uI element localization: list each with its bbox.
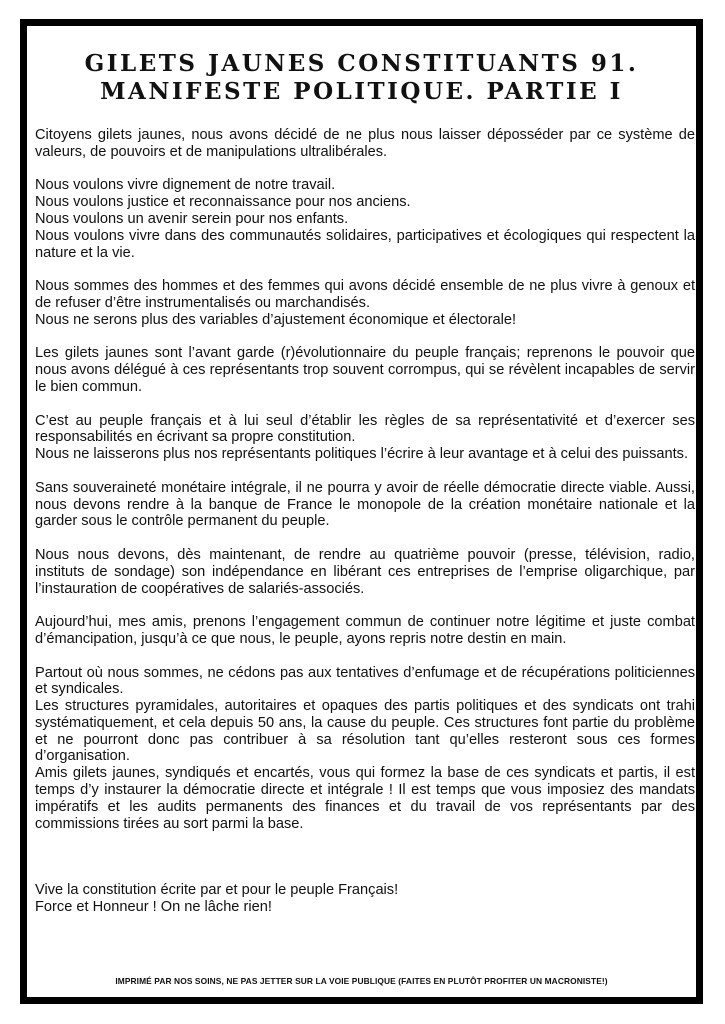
paragraph-2 bbox=[35, 177, 695, 261]
paragraph-line: Aujourd’hui, mes amis, prenons l’engagement commun de continuer notre légitime et juste combat d’émancipation, jusqu’à ce que nous, le peuple, ayons repris notre destin en main. bbox=[35, 614, 695, 647]
paragraph-6 bbox=[35, 480, 695, 530]
paragraph-line: Nous voulons vivre dans des communautés solidaires, participatives et écologiques qui respectent la nature et la vie. bbox=[35, 227, 695, 261]
manifesto-body bbox=[35, 127, 695, 933]
paragraph-8 bbox=[35, 614, 695, 648]
paragraph-line: Les structures pyramidales, autoritaires et opaques des partis politiques et des syndicats ont trahi systématiquement, et cela depuis 50 ans, la cause du peuple. Ces structures font partie du problème et ne pourront donc pas contribuer à sa résolution tant qu’elles resteront sous ces formes d’organisation. bbox=[35, 698, 695, 765]
paragraph-line: Nous voulons justice et reconnaissance pour nos anciens. bbox=[35, 194, 411, 211]
paragraph-1 bbox=[35, 127, 695, 161]
paragraph-5 bbox=[35, 413, 695, 463]
paragraph-9 bbox=[35, 665, 695, 833]
document-frame bbox=[20, 19, 703, 1004]
paragraph-4 bbox=[35, 345, 695, 395]
title-line-1: GILETS JAUNES CONSTITUANTS 91. bbox=[84, 50, 639, 77]
paragraph-line: Partout où nous sommes, ne cédons pas aux tentatives d’enfumage et de récupérations politiciennes et syndicales. bbox=[35, 664, 695, 698]
paragraph-line: Nous nous devons, dès maintenant, de rendre au quatrième pouvoir (presse, télévision, radio, instituts de sondage) son indépendance en libérant ces entreprises de l’emprise oligarchique, par l’instauration de coopératives de salariés-associés. bbox=[35, 546, 695, 597]
paragraph-line: Amis gilets jaunes, syndiqués et encartés, vous qui formez la base de ces syndicats et partis, il est temps d’y instaurer la démocratie directe et intégrale ! Il est temps que vous imposiez des mandats impératifs et les audits permanents des finances et du travail de vos représentants par des commissions tirées au sort parmi la base. bbox=[35, 765, 695, 832]
paragraph-line: Sans souveraineté monétaire intégrale, il ne pourra y avoir de réelle démocratie directe viable. Aussi, nous devons rendre à la banque de France le monopole de la création monétaire nationale et la garder sous le contrôle permanent du peuple. bbox=[35, 479, 695, 530]
paragraph-line: Les gilets jaunes sont l’avant garde (r)évolutionnaire du peuple français; reprenons le pouvoir que nous avons délégué à ces représentants trop souvent corrompus, qui se révèlent incapables de servir le bien commun. bbox=[35, 345, 695, 395]
paragraph-line: Nous voulons un avenir serein pour nos enfants. bbox=[35, 210, 349, 227]
closing-line-2: Force et Honneur ! On ne lâche rien! bbox=[35, 899, 272, 916]
paragraph-line: Citoyens gilets jaunes, nous avons décidé de ne plus nous laisser déposséder par ce système de valeurs, de pouvoirs et de manipulations ultralibérales. bbox=[35, 127, 695, 160]
closing-line-1: Vive la constitution écrite par et pour le peuple Français! bbox=[35, 882, 399, 899]
paragraph-line: Nous voulons vivre dignement de notre travail. bbox=[35, 177, 336, 194]
paragraph-3 bbox=[35, 278, 695, 328]
paragraph-7 bbox=[35, 547, 695, 597]
paragraph-line: C’est au peuple français et à lui seul d’établir les règles de sa représentativité et d’exercer ses responsabilités en écrivant sa propre constitution. bbox=[35, 412, 695, 446]
document-title bbox=[27, 50, 696, 106]
paragraph-line: Nous sommes des hommes et des femmes qui avons décidé ensemble de ne plus vivre à genoux et de refuser d’être instrumentalisés ou marchandisés. bbox=[35, 278, 695, 311]
closing-statement bbox=[35, 882, 695, 916]
paragraph-line: Nous ne laisserons plus nos représentants politiques l’écrire à leur avantage et à celui des puissants. bbox=[35, 446, 689, 463]
paragraph-line: Nous ne serons plus des variables d’ajustement économique et électorale! bbox=[35, 311, 517, 328]
footer-notice: IMPRIMÉ PAR NOS SOINS, NE PAS JETTER SUR LA VOIE PUBLIQUE (FAITES EN PLUTÔT PROFITER UN MACRONISTE!) bbox=[115, 976, 608, 986]
title-line-2: MANIFESTE POLITIQUE. PARTIE I bbox=[100, 78, 623, 105]
